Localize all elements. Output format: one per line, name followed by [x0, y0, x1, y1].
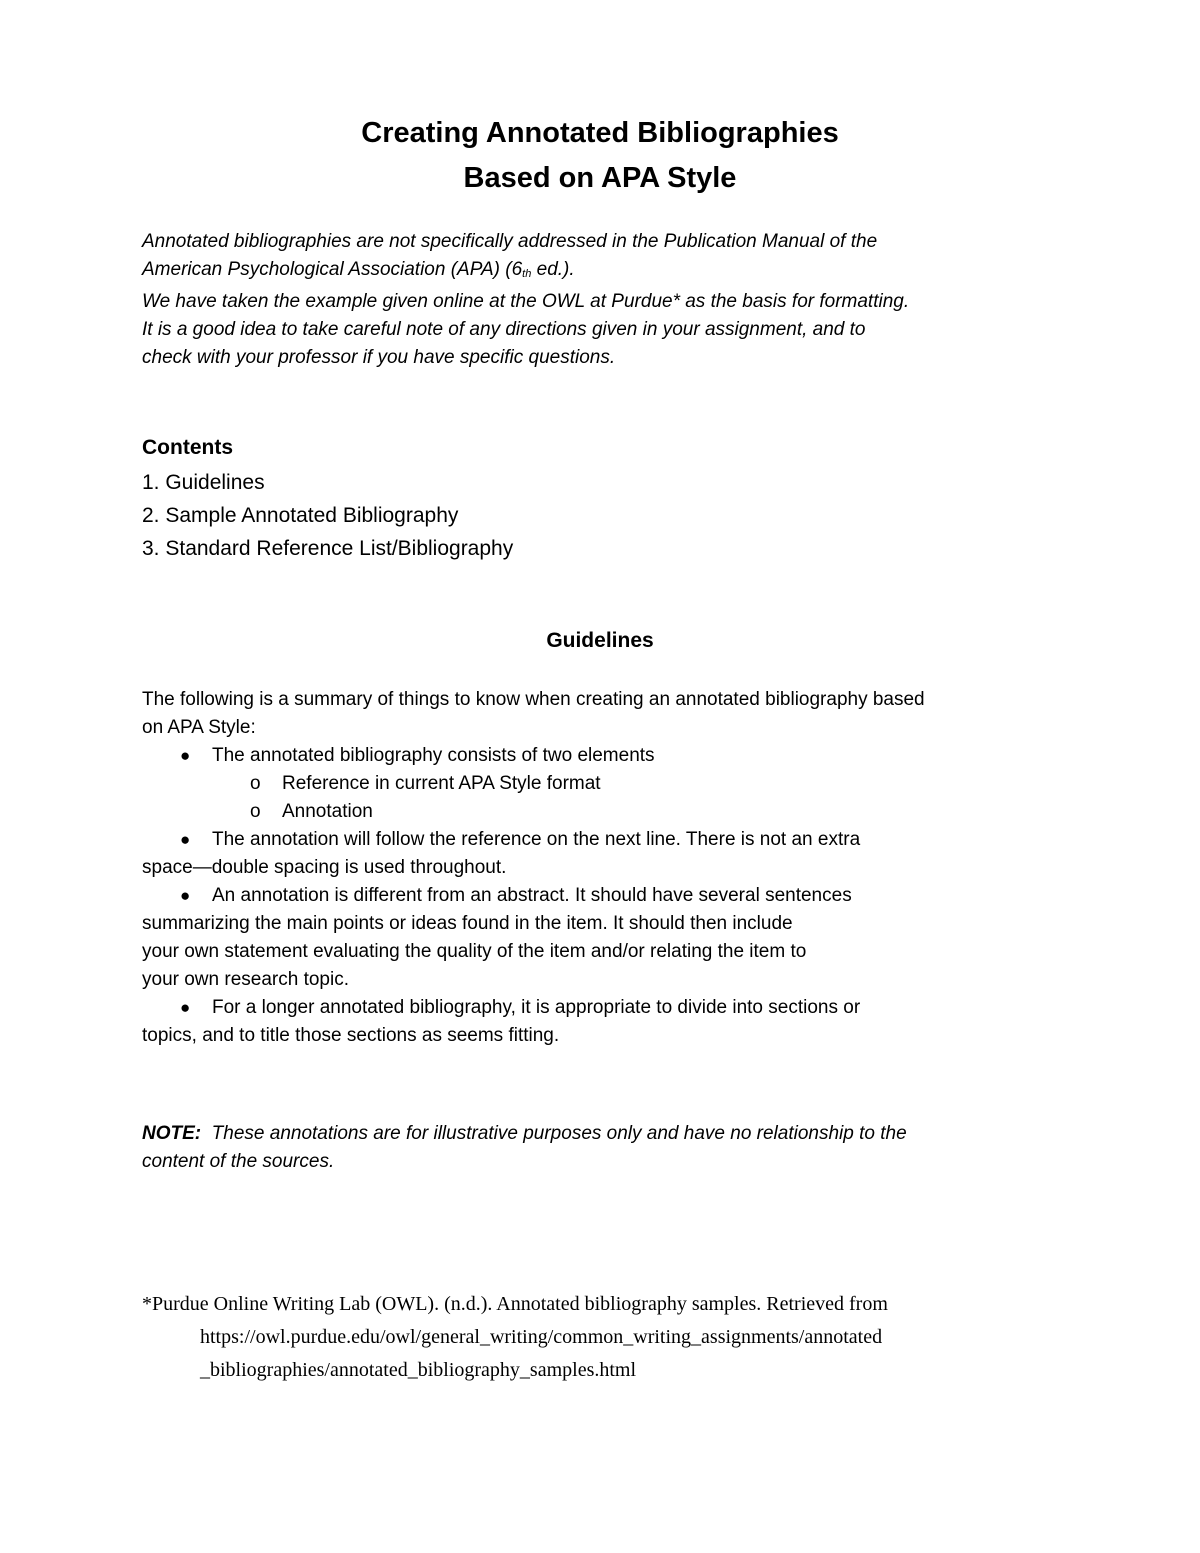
- summary-line-2: on APA Style:: [142, 717, 256, 738]
- bullet-item-4-text-1: For a longer annotated bibliography, it is appropriate to divide into sections or: [212, 997, 861, 1018]
- intro-line-2-text: American Psychological Association (APA) (6: [142, 259, 523, 280]
- circle-bullet-icon: o: [250, 773, 261, 794]
- intro-line-2: [142, 256, 1062, 288]
- bullet-icon: ●: [180, 998, 191, 1017]
- bullet-item-3-line-3: your own statement evaluating the quality of the item and/or relating the item to: [142, 941, 807, 962]
- document-title-line2: Based on APA Style: [463, 162, 737, 194]
- note-line-2: content of the sources.: [142, 1151, 335, 1172]
- guidelines-heading: Guidelines: [546, 629, 654, 652]
- note-line-1: [142, 1120, 1072, 1148]
- bullet-item-2-text-1: The annotation will follow the reference on the next line. There is not an extra: [212, 829, 861, 850]
- intro-paragraph: [142, 228, 1062, 372]
- intro-line-3: We have taken the example given online at the OWL at Purdue* as the basis for formatting.: [142, 291, 910, 312]
- bullet-item-3-line-2: summarizing the main points or ideas found in the item. It should then include: [142, 913, 793, 934]
- footnote-url-line-1: https://owl.purdue.edu/owl/general_writing/common_writing_assignments/annotated: [200, 1326, 883, 1348]
- intro-line-1: Annotated bibliographies are not specifically addressed in the Publication Manual of the: [142, 231, 878, 252]
- guidelines-body: [142, 686, 1072, 1050]
- sub-bullet-item-2-text: Annotation: [282, 801, 373, 822]
- intro-line-4: It is a good idea to take careful note of any directions given in your assignment, and to: [142, 319, 866, 340]
- bullet-item-4: [142, 994, 1072, 1022]
- intro-line-5: check with your professor if you have specific questions.: [142, 347, 616, 368]
- bullet-item-4-line-2: topics, and to title those sections as seems fitting.: [142, 1025, 560, 1046]
- edition-ordinal: th: [522, 268, 532, 280]
- summary-line-1: The following is a summary of things to know when creating an annotated bibliography based: [142, 689, 925, 710]
- note-label: NOTE:: [142, 1123, 202, 1144]
- footnote-citation: [142, 1288, 1072, 1387]
- bullet-icon: ●: [180, 746, 191, 765]
- contents-list: [142, 466, 513, 565]
- contents-item-reference-list: 3. Standard Reference List/Bibliography: [142, 537, 514, 560]
- contents-item-guidelines: 1. Guidelines: [142, 471, 265, 494]
- circle-bullet-icon: o: [250, 801, 261, 822]
- bullet-item-2: [142, 826, 1072, 854]
- bullet-icon: ●: [180, 886, 191, 905]
- sub-bullet-item-1-text: Reference in current APA Style format: [282, 773, 601, 794]
- sub-bullet-item-1: [142, 770, 1072, 798]
- bullet-item-3: [142, 882, 1072, 910]
- bullet-item-1: [142, 742, 1072, 770]
- note-line-1-text: These annotations are for illustrative purposes only and have no relationship to the: [201, 1123, 907, 1144]
- intro-line-2-end: ed.).: [531, 259, 575, 280]
- note-paragraph: [142, 1120, 1072, 1176]
- bullet-item-2-line-2: space—double spacing is used throughout.: [142, 857, 507, 878]
- document-title-line1: Creating Annotated Bibliographies: [361, 117, 839, 149]
- contents-item-sample: 2. Sample Annotated Bibliography: [142, 504, 459, 527]
- sub-bullet-item-2: [142, 798, 1072, 826]
- contents-heading: Contents: [142, 436, 233, 459]
- bullet-item-3-text-1: An annotation is different from an abstract. It should have several sentences: [212, 885, 852, 906]
- footnote-line-1: *Purdue Online Writing Lab (OWL). (n.d.). Annotated bibliography samples. Retrieved from: [142, 1293, 888, 1315]
- bullet-item-3-line-4: your own research topic.: [142, 969, 349, 990]
- footnote-url-line-2: _bibliographies/annotated_bibliography_samples.html: [200, 1359, 637, 1381]
- bullet-item-1-text: The annotated bibliography consists of two elements: [212, 745, 655, 766]
- bullet-icon: ●: [180, 830, 191, 849]
